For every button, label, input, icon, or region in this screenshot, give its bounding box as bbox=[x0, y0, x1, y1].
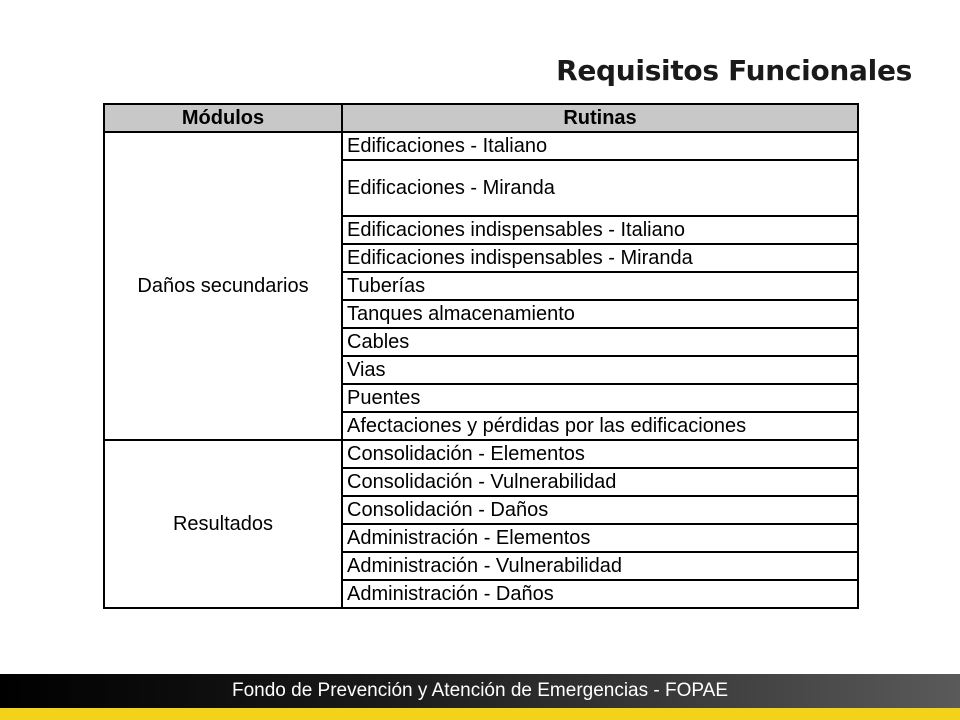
routine-cell: Edificaciones - Miranda bbox=[342, 160, 858, 216]
routine-cell: Puentes bbox=[342, 384, 858, 412]
column-header-modulos: Módulos bbox=[104, 104, 342, 132]
routine-cell: Edificaciones indispensables - Miranda bbox=[342, 244, 858, 272]
column-header-rutinas: Rutinas bbox=[342, 104, 858, 132]
routine-cell: Edificaciones - Italiano bbox=[342, 132, 858, 160]
requirements-table-container bbox=[103, 103, 857, 609]
routine-cell: Tanques almacenamiento bbox=[342, 300, 858, 328]
footer-accent-stripe bbox=[0, 708, 960, 720]
routine-cell: Edificaciones indispensables - Italiano bbox=[342, 216, 858, 244]
module-cell: Resultados bbox=[104, 440, 342, 608]
routine-cell: Consolidación - Daños bbox=[342, 496, 858, 524]
table-row bbox=[104, 440, 858, 468]
routine-cell: Administración - Vulnerabilidad bbox=[342, 552, 858, 580]
requirements-table bbox=[103, 103, 859, 609]
table-row bbox=[104, 132, 858, 160]
routine-cell: Consolidación - Vulnerabilidad bbox=[342, 468, 858, 496]
module-cell: Daños secundarios bbox=[104, 132, 342, 440]
routine-cell: Afectaciones y pérdidas por las edificaciones bbox=[342, 412, 858, 440]
routine-cell: Cables bbox=[342, 328, 858, 356]
routine-cell: Vias bbox=[342, 356, 858, 384]
routine-cell: Administración - Elementos bbox=[342, 524, 858, 552]
routine-cell: Consolidación - Elementos bbox=[342, 440, 858, 468]
footer-bar: Fondo de Prevención y Atención de Emergencias - FOPAE bbox=[0, 674, 960, 708]
routine-cell: Tuberías bbox=[342, 272, 858, 300]
routine-cell: Administración - Daños bbox=[342, 580, 858, 608]
slide-title: Requisitos Funcionales bbox=[556, 54, 912, 87]
table-header-row bbox=[104, 104, 858, 132]
